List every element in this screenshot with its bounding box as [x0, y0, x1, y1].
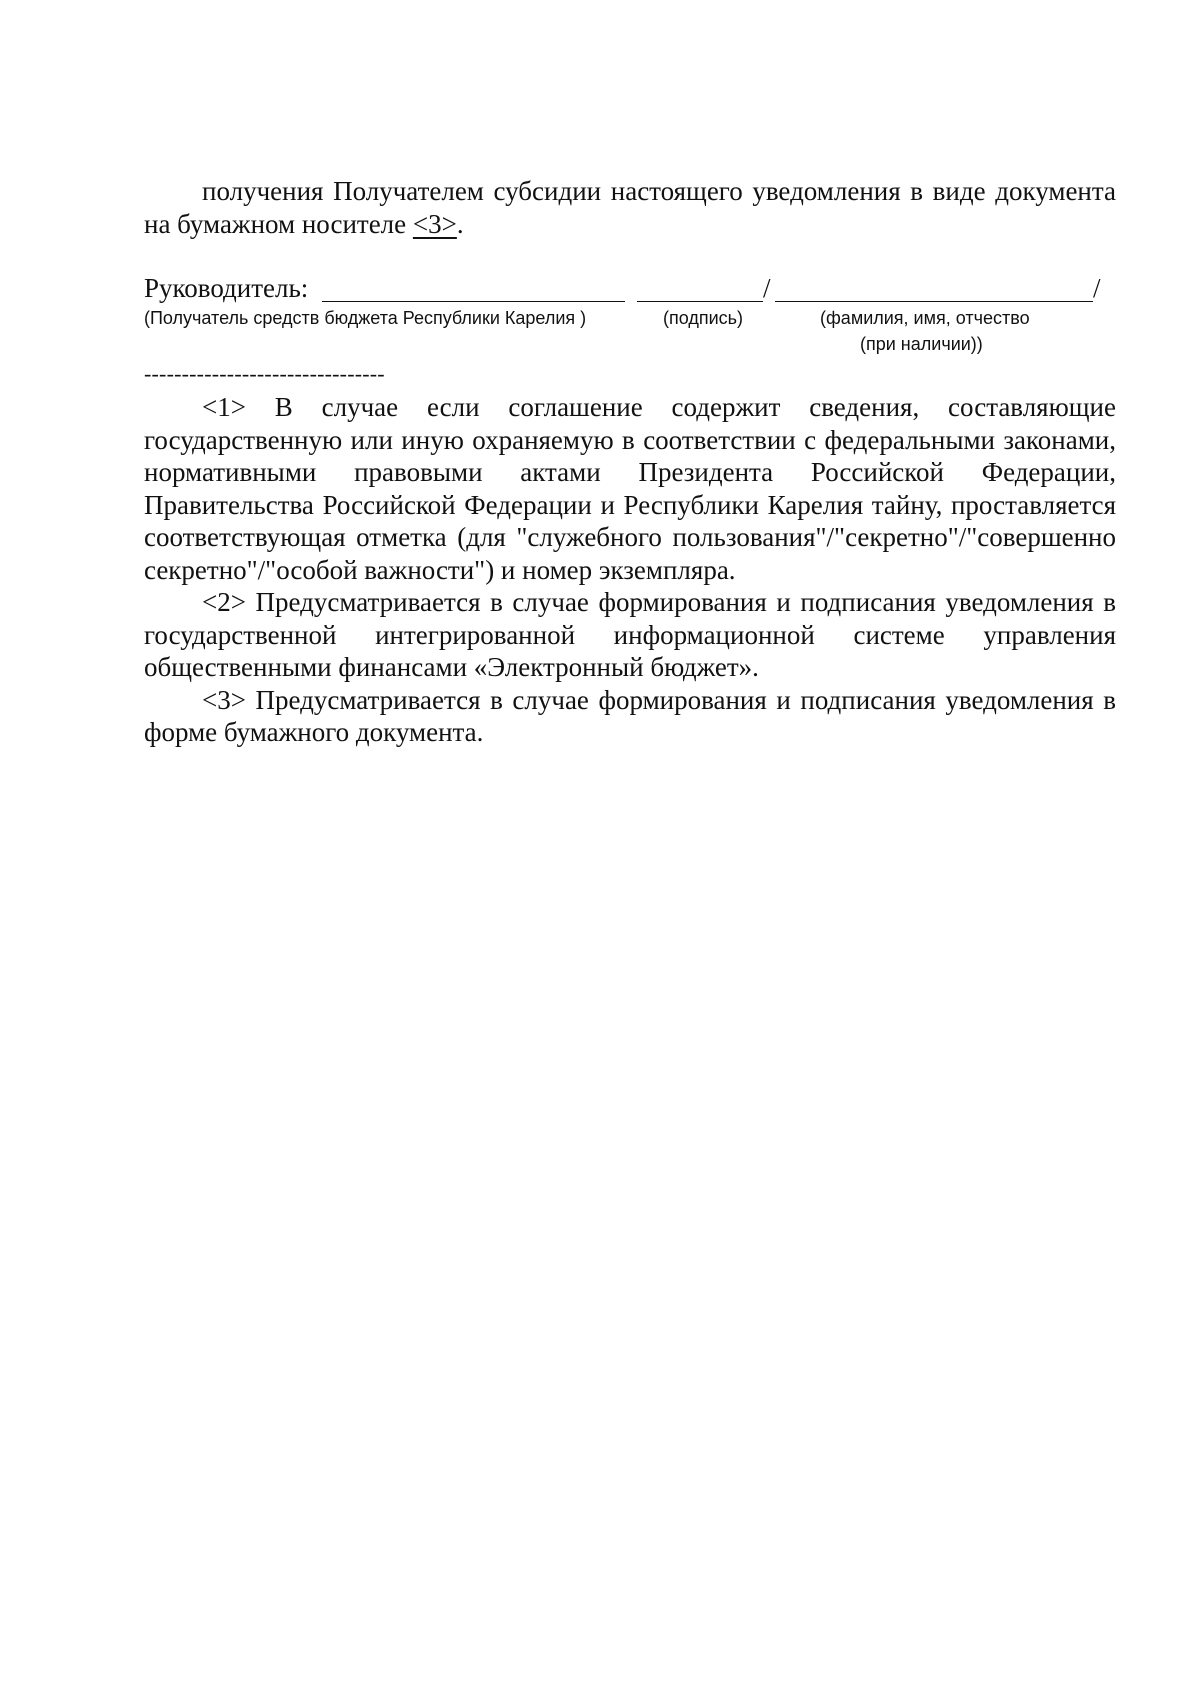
footnote-separator: --------------------------------	[144, 361, 385, 386]
caption-full-name: (фамилия, имя, отчество	[820, 308, 1030, 328]
footnotes	[144, 391, 1116, 749]
signature-separator-2: /	[1093, 273, 1101, 303]
caption-recipient: (Получатель средств бюджета Республики Карелия )	[144, 308, 587, 328]
signature-label: Руководитель:	[144, 273, 309, 303]
footnote-3: <3> Предусматривается в случае формирования и подписания уведомления в форме бумажного документа.	[144, 684, 1116, 747]
footnote-2: <2> Предусматривается в случае формирования и подписания уведомления в государственной интегрированной информационной системе управления общественными финансами «Электронный бюджет».	[144, 587, 1116, 682]
intro-text: получения Получателем субсидии настоящего уведомления в виде документа на бумажном носителе	[144, 176, 1116, 239]
signature-separator-1: /	[763, 273, 771, 303]
caption-signature: (подпись)	[663, 308, 744, 328]
recipient-blank-line	[322, 301, 625, 302]
footnote-reference-3[interactable]: <3>	[412, 208, 457, 239]
caption-full-name-note: (при наличии))	[860, 334, 983, 354]
signature-line	[144, 272, 1116, 306]
footnote-1: <1> В случае если соглашение содержит сведения, составляющие государственную или иную охраняемую в соответствии с федеральными законами, нормативными правовыми актами Президента Российской Федерации, Правительства Российской Федерации и Республики Карелия тайну, проставляется соответствующая отметка (для "служебного пользования"/"секретно"/"совершенно секретно"/"особой важности") и номер экземпляра.	[144, 392, 1116, 585]
name-blank-line	[775, 301, 1093, 302]
signature-blank-line	[637, 301, 763, 302]
intro-period: .	[456, 208, 464, 239]
intro-paragraph	[144, 175, 1116, 240]
